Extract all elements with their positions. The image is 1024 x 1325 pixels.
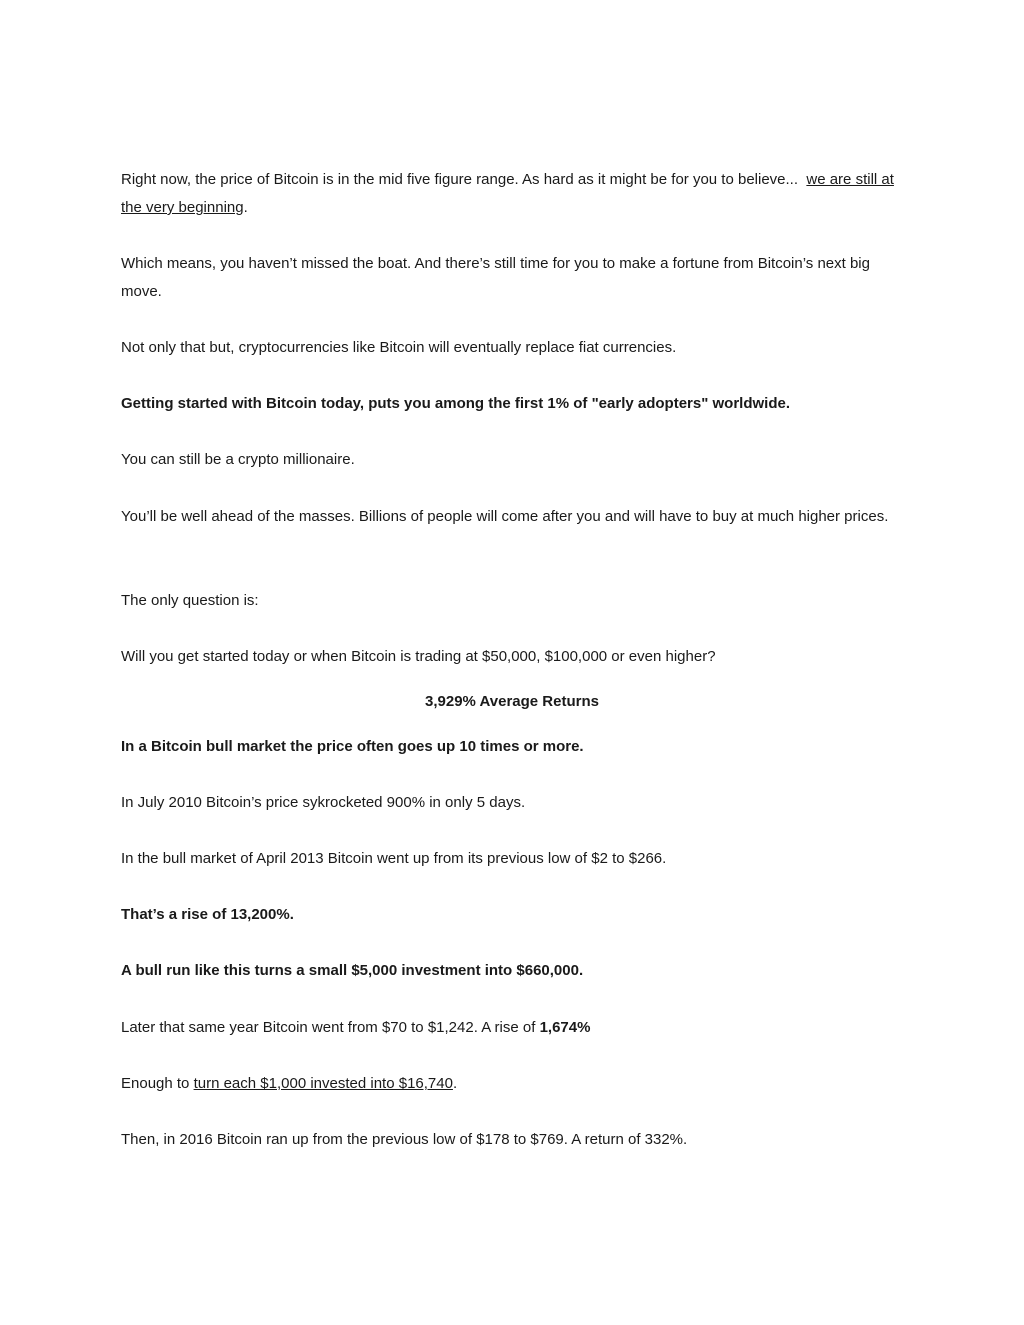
paragraph-enough-to-text: Enough to [121, 1075, 190, 1092]
paragraph-price-range-end: . [243, 199, 248, 216]
paragraph-price-range [121, 166, 903, 222]
paragraph-later-same-year-text: Later that same year Bitcoin went from $70 to $1,242. A rise of [121, 1019, 536, 1036]
paragraph-rise-13200: That’s a rise of 13,200%. [121, 906, 294, 923]
paragraph-later-same-year [121, 1014, 903, 1042]
paragraph-millionaire: You can still be a crypto millionaire. [121, 451, 355, 468]
paragraph-only-question: The only question is: [121, 592, 259, 609]
paragraph-fiat: Not only that but, cryptocurrencies like Bitcoin will eventually replace fiat currencies. [121, 339, 677, 356]
still-at-beginning-link[interactable]: we are still at the very beginning [121, 171, 894, 216]
paragraph-early-adopters: Getting started with Bitcoin today, puts you among the first 1% of "early adopters" worldwide. [121, 395, 791, 412]
paragraph-missed-boat: Which means, you haven’t missed the boat. And there’s still time for you to make a fortune from Bitcoin’s next big move. [121, 255, 870, 300]
paragraph-bull-run-investment: A bull run like this turns a small $5,000 investment into $660,000. [121, 962, 584, 979]
paragraph-enough-to [121, 1070, 903, 1098]
paragraph-april-2013: In the bull market of April 2013 Bitcoin went up from its previous low of $2 to $266. [121, 850, 667, 867]
paragraph-enough-to-end: . [452, 1075, 458, 1092]
rise-percentage: 1,674% [539, 1019, 591, 1036]
paragraph-price-range-text: Right now, the price of Bitcoin is in the mid five figure range. As hard as it might be for you to believe... [121, 171, 799, 188]
paragraph-ahead-of-masses: You’ll be well ahead of the masses. Billions of people will come after you and will have to buy at much higher prices. [121, 508, 889, 525]
paragraph-get-started: Will you get started today or when Bitcoin is trading at $50,000, $100,000 or even higher? [121, 648, 716, 665]
turn-investment-link[interactable]: turn each $1,000 invested into $16,740 [193, 1075, 453, 1092]
paragraph-july-2010: In July 2010 Bitcoin’s price sykrocketed 900% in only 5 days. [121, 794, 526, 811]
paragraph-2016: Then, in 2016 Bitcoin ran up from the previous low of $178 to $769. A return of 332%. [121, 1131, 688, 1148]
paragraph-bull-market: In a Bitcoin bull market the price often goes up 10 times or more. [121, 738, 584, 755]
section-heading: 3,929% Average Returns [425, 693, 599, 710]
